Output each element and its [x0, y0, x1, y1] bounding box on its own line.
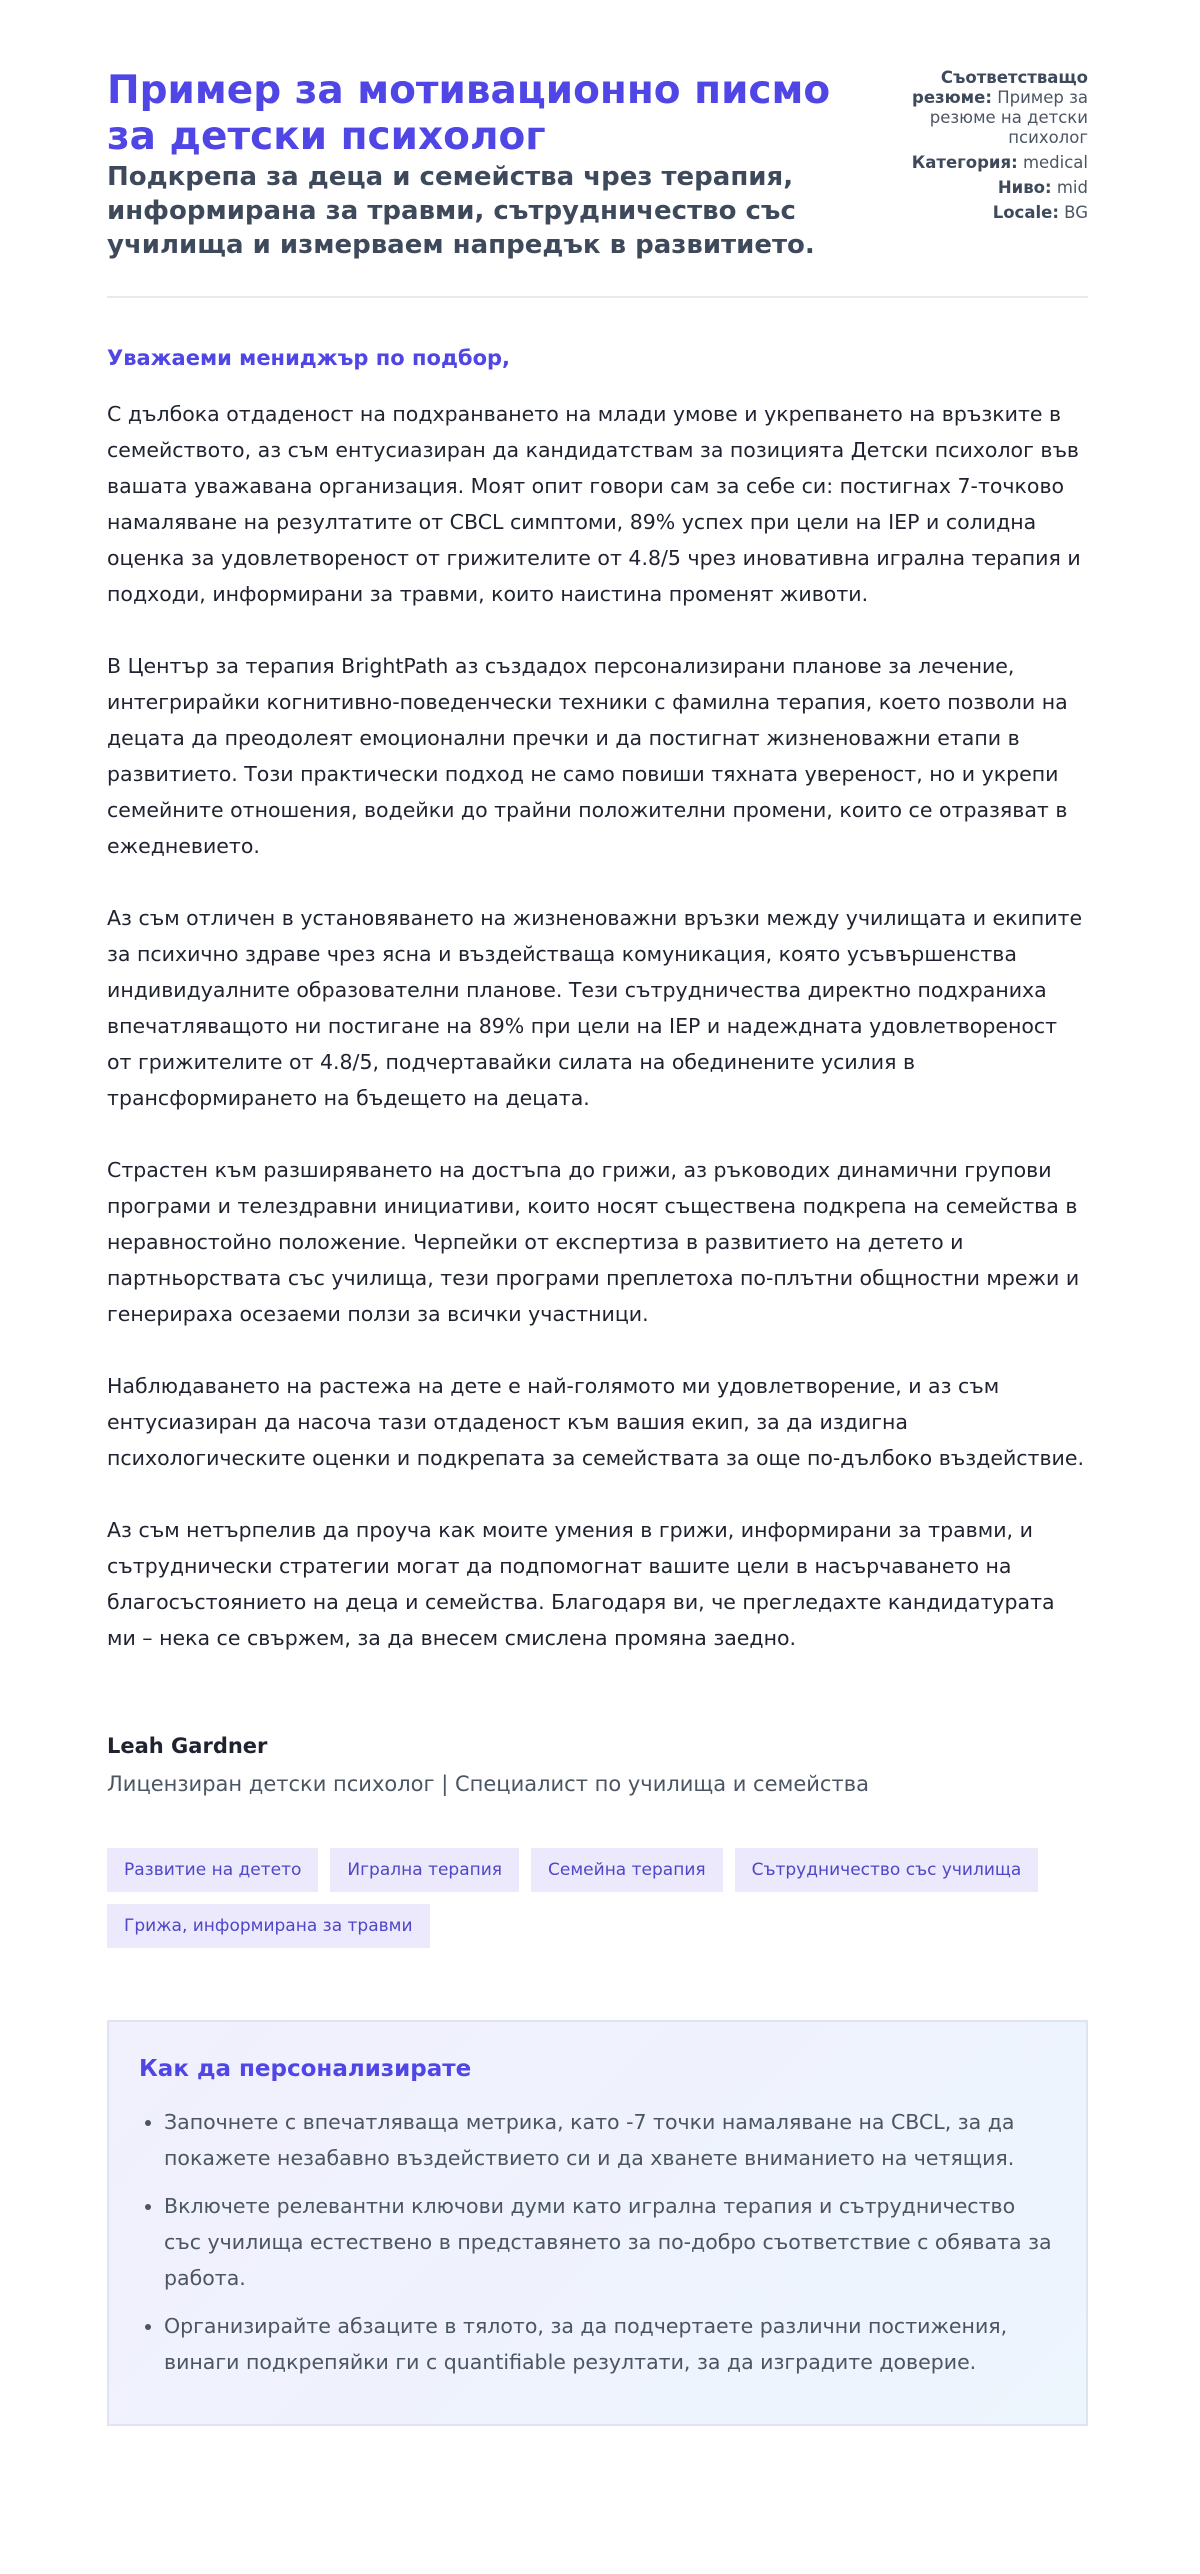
- meta-resume-link[interactable]: Пример за резюме на детски психолог: [929, 88, 1088, 147]
- header: [107, 68, 1088, 298]
- paragraph: Страстен към разширяването на достъпа до грижи, аз ръководих динамични групови програми и телездравни инициативи, които носят съществена подкрепа на семейства в неравностойно положение. Черпейки от експертиза в развитието на детето и партньорствата със училища, тези програми преплетоха по-плътни общностни мрежи и генерираха осезаеми ползи за всички участници.: [107, 1158, 1080, 1326]
- paragraph: С дълбока отдаденост на подхранването на млади умове и укрепването на връзките в семейството, аз съм ентусиазиран да кандидатствам за позицията Детски психолог във вашата уважавана организация. Моят опит говори сам за себе си: постигнах 7-точково намаляване на резултатите от CBCL симптоми, 89% успех при цели на IEP и солидна оценка за удовлетвореност от грижителите от 4.8/5 чрез иновативна игрална терапия и подходи, информирани за травми, които наистина променят животи.: [107, 402, 1081, 606]
- meta-level: Ниво: mid: [997, 178, 1088, 197]
- paragraph: Аз съм отличен в установяването на жизненоважни връзки между училищата и екипите за психично здраве чрез ясна и въздействаща комуникация, която усъвършенства индивидуалните образователни планове. Тези сътрудничества директно подхраниха впечатляващото ни постигане на 89% при цели на IEP и надеждната удовлетвореност от грижителите от 4.8/5, подчертавайки силата на обединените усилия в трансформирането на бъдещето на децата.: [107, 906, 1083, 1110]
- signature-title: Лицензиран детски психолог | Специалист по училища и семейства: [107, 1772, 869, 1796]
- tips-list: [139, 2104, 1056, 2380]
- tag[interactable]: Игрална терапия: [330, 1848, 519, 1892]
- paragraph: Аз съм нетърпелив да проуча как моите умения в грижи, информирани за травми, и сътруднически стратегии могат да подпомогнат вашите цели в насърчаването на благосъстоянието на деца и семейства. Благодаря ви, че прегледахте кандидатурата ми – нека се свържем, за да внесем смислена промяна заедно.: [107, 1518, 1055, 1650]
- paragraph: Наблюдаването на растежа на дете е най-голямото ми удовлетворение, и аз съм ентусиазиран да насоча тази отдаденост към вашия екип, за да издигна психологическите оценки и подкрепата за семействата за още по-дълбоко въздействие.: [107, 1374, 1085, 1470]
- tag[interactable]: Грижа, информирана за травми: [107, 1904, 430, 1948]
- meta-locale: Locale: BG: [992, 203, 1088, 222]
- page-subtitle: Подкрепа за деца и семейства чрез терапия, информирана за травми, сътрудничество със училища и измерваем напредък в развитието.: [107, 162, 815, 260]
- meta-resume: Съответстващо резюме: Пример за резюме на детски психолог: [912, 68, 1088, 147]
- tip-item: • Включете релевантни ключови думи като игрална терапия и сътрудничество със училища естествено в представянето за по-добро съответствие с обявата за работа.: [164, 2188, 1056, 2296]
- letter-body: [107, 396, 1088, 1656]
- meta-category: Категория: medical: [911, 153, 1088, 172]
- greeting: Уважаеми мениджър по подбор,: [107, 346, 511, 370]
- tip-item: • Започнете с впечатляваща метрика, като -7 точки намаляване на CBCL, за да покажете незабавно въздействието си и да хванете вниманието на четящия.: [164, 2104, 1056, 2176]
- tips-title: Как да персонализирате: [139, 2056, 472, 2082]
- tag[interactable]: Семейна терапия: [531, 1848, 723, 1892]
- meta-panel: [880, 68, 1088, 228]
- tips-box: [107, 2020, 1088, 2426]
- title-block: [107, 68, 880, 262]
- tag[interactable]: Развитие на детето: [107, 1848, 318, 1892]
- tag-list: [107, 1848, 1107, 1948]
- tip-item: • Организирайте абзаците в тялото, за да подчертаете различни постижения, винаги подкрепяйки ги с quantifiable резултати, за да изградите доверие.: [164, 2308, 1056, 2380]
- tag[interactable]: Сътрудничество със училища: [735, 1848, 1039, 1892]
- signature-name: Leah Gardner: [107, 1734, 268, 1758]
- page-title: Пример за мотивационно писмо за детски психолог: [107, 68, 831, 159]
- paragraph: В Център за терапия BrightPath аз създадох персонализирани планове за лечение, интегрирайки когнитивно-поведенчески техники с фамилна терапия, което позволи на децата да преодолеят емоционални пречки и да постигнат жизненоважни етапи в развитието. Този практически подход не само повиши тяхната увереност, но и укрепи семейните отношения, водейки до трайни положителни промени, които се отразяват в ежедневието.: [107, 654, 1068, 858]
